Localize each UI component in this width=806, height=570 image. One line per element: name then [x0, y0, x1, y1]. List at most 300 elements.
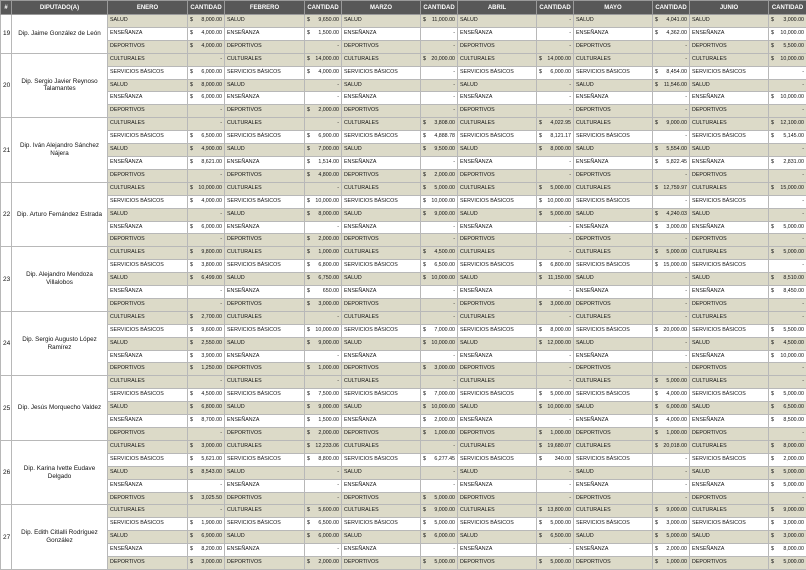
category-cell: SERVICIOS BÁSICOS	[574, 66, 653, 79]
amount-value: -	[220, 288, 222, 294]
table-row	[1, 453, 806, 466]
category-cell: SERVICIOS BÁSICOS	[108, 260, 188, 273]
amount-value: 9,000.00	[666, 507, 687, 513]
table-row	[1, 182, 806, 195]
currency-symbol: $	[423, 415, 426, 427]
category-cell: CULTURALES	[108, 311, 188, 324]
currency-symbol: $	[423, 389, 426, 401]
currency-symbol: $	[771, 415, 774, 427]
table-row	[1, 415, 806, 428]
category-cell: SERVICIOS BÁSICOS	[342, 260, 421, 273]
amount-cell	[188, 118, 225, 131]
category-cell: CULTURALES	[458, 53, 537, 66]
amount-value: 4,000.00	[201, 43, 222, 49]
category-cell: SERVICIOS BÁSICOS	[342, 324, 421, 337]
category-cell: SERVICIOS BÁSICOS	[108, 518, 188, 531]
amount-cell	[537, 286, 574, 299]
category-cell: CULTURALES	[108, 376, 188, 389]
amount-cell	[653, 66, 690, 79]
amount-cell	[537, 440, 574, 453]
amount-value: 12,759.97	[663, 185, 687, 191]
category-cell: CULTURALES	[574, 311, 653, 324]
category-cell: SALUD	[225, 208, 305, 221]
category-cell: ENSEÑANZA	[225, 27, 305, 40]
currency-symbol: $	[539, 518, 542, 530]
amount-cell	[769, 466, 806, 479]
category-cell: SERVICIOS BÁSICOS	[690, 389, 769, 402]
amount-cell	[188, 466, 225, 479]
amount-cell	[421, 298, 458, 311]
amount-cell	[188, 195, 225, 208]
category-cell: SALUD	[108, 144, 188, 157]
category-cell: ENSEÑANZA	[342, 92, 421, 105]
amount-cell	[421, 208, 458, 221]
category-cell: DEPORTIVOS	[458, 298, 537, 311]
amount-cell	[653, 234, 690, 247]
amount-cell	[537, 518, 574, 531]
category-cell: ENSEÑANZA	[690, 221, 769, 234]
amount-value: 6,000.00	[201, 94, 222, 100]
amount-value: 4,240.03	[666, 211, 687, 217]
category-cell: DEPORTIVOS	[342, 428, 421, 441]
category-cell: ENSEÑANZA	[690, 156, 769, 169]
amount-cell	[653, 286, 690, 299]
category-cell: ENSEÑANZA	[108, 92, 188, 105]
category-cell: SERVICIOS BÁSICOS	[342, 389, 421, 402]
amount-value: -	[453, 353, 455, 359]
category-cell: ENSEÑANZA	[574, 479, 653, 492]
category-cell: SALUD	[574, 15, 653, 28]
amount-value: 1,500.00	[318, 417, 339, 423]
currency-symbol: $	[539, 505, 542, 517]
amount-cell	[305, 27, 342, 40]
category-cell: CULTURALES	[690, 118, 769, 131]
category-cell: DEPORTIVOS	[108, 557, 188, 570]
amount-cell	[769, 118, 806, 131]
amount-value: 4,900.00	[201, 146, 222, 152]
category-cell: DEPORTIVOS	[108, 105, 188, 118]
amount-value: 8,200.00	[201, 546, 222, 552]
amount-value: 6,500.00	[550, 533, 571, 539]
currency-symbol: $	[771, 454, 774, 466]
category-cell: SALUD	[458, 208, 537, 221]
amount-value: 10,000.00	[431, 275, 455, 281]
amount-cell	[305, 40, 342, 53]
category-cell: ENSEÑANZA	[458, 27, 537, 40]
category-cell: SERVICIOS BÁSICOS	[108, 453, 188, 466]
amount-value: 6,500.00	[201, 133, 222, 139]
amount-value: -	[685, 43, 687, 49]
category-cell: CULTURALES	[108, 247, 188, 260]
category-cell: SALUD	[225, 337, 305, 350]
amount-cell	[769, 15, 806, 28]
amount-value: 7,000.00	[318, 146, 339, 152]
category-cell: CULTURALES	[574, 440, 653, 453]
table-row	[1, 118, 806, 131]
category-cell: SALUD	[458, 466, 537, 479]
amount-cell	[188, 27, 225, 40]
category-cell: SALUD	[690, 79, 769, 92]
amount-cell	[769, 324, 806, 337]
currency-symbol: $	[423, 196, 426, 208]
amount-cell	[537, 27, 574, 40]
table-row	[1, 105, 806, 118]
amount-value: -	[569, 159, 571, 165]
currency-symbol: $	[771, 441, 774, 453]
amount-cell	[537, 195, 574, 208]
currency-symbol: $	[307, 170, 310, 182]
amount-cell	[769, 286, 806, 299]
amount-cell	[769, 144, 806, 157]
category-cell: SERVICIOS BÁSICOS	[574, 131, 653, 144]
category-cell: DEPORTIVOS	[225, 428, 305, 441]
amount-cell	[537, 415, 574, 428]
currency-symbol: $	[307, 209, 310, 221]
amount-value: 2,000.00	[318, 430, 339, 436]
currency-symbol: $	[307, 363, 310, 375]
amount-value: -	[802, 146, 804, 152]
category-cell: ENSEÑANZA	[342, 286, 421, 299]
category-cell: DEPORTIVOS	[108, 169, 188, 182]
category-cell: DEPORTIVOS	[225, 105, 305, 118]
table-row	[1, 518, 806, 531]
category-cell: DEPORTIVOS	[458, 557, 537, 570]
amount-cell	[305, 479, 342, 492]
amount-cell	[305, 208, 342, 221]
amount-value: -	[685, 340, 687, 346]
amount-value: -	[569, 17, 571, 23]
currency-symbol: $	[190, 531, 193, 543]
amount-value: 9,000.00	[434, 507, 455, 513]
amount-value: 5,000.00	[550, 185, 571, 191]
amount-value: -	[685, 288, 687, 294]
amount-cell	[653, 492, 690, 505]
currency-symbol: $	[190, 92, 193, 104]
amount-cell	[421, 118, 458, 131]
amount-cell	[769, 479, 806, 492]
currency-symbol: $	[423, 454, 426, 466]
category-cell: CULTURALES	[690, 505, 769, 518]
amount-cell	[188, 324, 225, 337]
currency-symbol: $	[655, 557, 658, 569]
amount-value: -	[220, 120, 222, 126]
amount-value: 1,514.00	[318, 159, 339, 165]
category-cell: DEPORTIVOS	[574, 428, 653, 441]
amount-cell	[769, 169, 806, 182]
amount-value: -	[453, 107, 455, 113]
amount-cell	[305, 92, 342, 105]
amount-value: 7,000.00	[434, 391, 455, 397]
amount-value: 10,000.00	[780, 56, 804, 62]
currency-symbol: $	[307, 505, 310, 517]
header-febrero: FEBRERO	[225, 1, 305, 15]
amount-cell	[421, 247, 458, 260]
table-row	[1, 428, 806, 441]
amount-cell	[653, 40, 690, 53]
currency-symbol: $	[190, 467, 193, 479]
currency-symbol: $	[655, 518, 658, 530]
amount-cell	[421, 531, 458, 544]
currency-symbol: $	[539, 209, 542, 221]
amount-value: 3,000.00	[318, 301, 339, 307]
amount-cell	[305, 505, 342, 518]
amount-cell	[537, 144, 574, 157]
amount-cell	[537, 208, 574, 221]
amount-value: -	[453, 288, 455, 294]
amount-cell	[188, 247, 225, 260]
category-cell: CULTURALES	[108, 505, 188, 518]
amount-cell	[305, 169, 342, 182]
currency-symbol: $	[307, 15, 310, 27]
currency-symbol: $	[307, 234, 310, 246]
table-row	[1, 531, 806, 544]
amount-value: 10,000.00	[780, 94, 804, 100]
diputado-number: 22	[1, 182, 12, 247]
amount-value: 9,600.00	[201, 327, 222, 333]
category-cell: CULTURALES	[458, 311, 537, 324]
currency-symbol: $	[190, 312, 193, 324]
amount-value: 5,000.00	[783, 224, 804, 230]
amount-cell	[653, 79, 690, 92]
amount-cell	[188, 156, 225, 169]
amount-value: -	[220, 107, 222, 113]
diputado-number: 25	[1, 376, 12, 441]
currency-symbol: $	[307, 338, 310, 350]
currency-symbol: $	[655, 260, 658, 272]
table-row	[1, 40, 806, 53]
currency-symbol: $	[771, 467, 774, 479]
table-row	[1, 440, 806, 453]
amount-cell	[653, 221, 690, 234]
category-cell: SERVICIOS BÁSICOS	[225, 195, 305, 208]
category-cell: DEPORTIVOS	[225, 234, 305, 247]
category-cell: DEPORTIVOS	[690, 363, 769, 376]
amount-value: 2,000.00	[434, 172, 455, 178]
category-cell: CULTURALES	[690, 440, 769, 453]
category-cell: SALUD	[458, 402, 537, 415]
amount-cell	[305, 402, 342, 415]
category-cell: SALUD	[458, 15, 537, 28]
amount-value: -	[220, 211, 222, 217]
currency-symbol: $	[307, 247, 310, 259]
amount-value: -	[220, 56, 222, 62]
category-cell: ENSEÑANZA	[108, 156, 188, 169]
table-row	[1, 79, 806, 92]
amount-cell	[305, 66, 342, 79]
amount-value: 8,621.00	[201, 159, 222, 165]
amount-value: 2,000.00	[783, 456, 804, 462]
table-row	[1, 234, 806, 247]
category-cell: SERVICIOS BÁSICOS	[108, 324, 188, 337]
amount-value: 8,000.00	[318, 211, 339, 217]
category-cell: DEPORTIVOS	[225, 557, 305, 570]
category-cell: DEPORTIVOS	[225, 492, 305, 505]
table-row	[1, 544, 806, 557]
category-cell: SERVICIOS BÁSICOS	[458, 195, 537, 208]
amount-cell	[305, 324, 342, 337]
category-cell: SALUD	[342, 15, 421, 28]
amount-cell	[653, 505, 690, 518]
amount-value: 3,000.00	[550, 301, 571, 307]
currency-symbol: $	[307, 415, 310, 427]
category-cell: SERVICIOS BÁSICOS	[458, 66, 537, 79]
amount-value: 10,000.00	[198, 185, 222, 191]
amount-value: 5,000.00	[666, 533, 687, 539]
category-cell: SERVICIOS BÁSICOS	[108, 131, 188, 144]
category-cell: SERVICIOS BÁSICOS	[690, 66, 769, 79]
amount-value: 6,000.00	[434, 533, 455, 539]
amount-cell	[188, 544, 225, 557]
table-row	[1, 53, 806, 66]
amount-cell	[769, 53, 806, 66]
category-cell: DEPORTIVOS	[458, 492, 537, 505]
category-cell: CULTURALES	[342, 53, 421, 66]
category-cell: CULTURALES	[225, 505, 305, 518]
amount-value: 8,700.00	[201, 417, 222, 423]
category-cell: ENSEÑANZA	[458, 544, 537, 557]
currency-symbol: $	[190, 157, 193, 169]
amount-value: 8,500.00	[783, 417, 804, 423]
category-cell: DEPORTIVOS	[342, 492, 421, 505]
amount-cell	[537, 389, 574, 402]
category-cell: ENSEÑANZA	[690, 92, 769, 105]
currency-symbol: $	[423, 505, 426, 517]
header-enero: ENERO	[108, 1, 188, 15]
category-cell: CULTURALES	[225, 440, 305, 453]
diputado-number: 26	[1, 440, 12, 505]
amount-cell	[653, 15, 690, 28]
amount-value: 10,000.00	[431, 198, 455, 204]
category-cell: DEPORTIVOS	[574, 105, 653, 118]
currency-symbol: $	[190, 131, 193, 143]
amount-value: 3,800.00	[201, 262, 222, 268]
currency-symbol: $	[771, 480, 774, 492]
amount-value: -	[569, 378, 571, 384]
category-cell: DEPORTIVOS	[108, 40, 188, 53]
category-cell: SERVICIOS BÁSICOS	[225, 260, 305, 273]
amount-cell	[421, 15, 458, 28]
amount-value: 12,233.06	[315, 443, 339, 449]
category-cell: SERVICIOS BÁSICOS	[458, 518, 537, 531]
amount-value: -	[569, 469, 571, 475]
category-cell: SALUD	[458, 531, 537, 544]
amount-cell	[653, 440, 690, 453]
currency-symbol: $	[423, 402, 426, 414]
amount-cell	[653, 350, 690, 363]
table-row	[1, 221, 806, 234]
amount-value: 8,121.17	[550, 133, 571, 139]
category-cell: ENSEÑANZA	[574, 156, 653, 169]
category-cell: SERVICIOS BÁSICOS	[574, 195, 653, 208]
currency-symbol: $	[190, 196, 193, 208]
category-cell: SALUD	[574, 531, 653, 544]
category-cell: SERVICIOS BÁSICOS	[574, 324, 653, 337]
amount-value: 4,000.00	[201, 198, 222, 204]
amount-cell	[653, 428, 690, 441]
currency-symbol: $	[307, 105, 310, 117]
amount-value: 8,543.00	[201, 469, 222, 475]
amount-value: -	[685, 94, 687, 100]
amount-cell	[188, 53, 225, 66]
diputado-name: Dip. Sergio Augusto López Ramírez	[12, 311, 108, 376]
category-cell: SALUD	[108, 402, 188, 415]
table-row	[1, 27, 806, 40]
category-cell: ENSEÑANZA	[342, 415, 421, 428]
amount-cell	[653, 479, 690, 492]
category-cell: ENSEÑANZA	[458, 350, 537, 363]
category-cell: SERVICIOS BÁSICOS	[342, 66, 421, 79]
category-cell: CULTURALES	[690, 53, 769, 66]
currency-symbol: $	[190, 557, 193, 569]
amount-value: 14,000.00	[315, 56, 339, 62]
amount-value: 4,800.00	[318, 172, 339, 178]
amount-cell	[305, 15, 342, 28]
currency-symbol: $	[655, 402, 658, 414]
header-cantidad-enero: CANTIDAD	[188, 1, 225, 15]
currency-symbol: $	[423, 260, 426, 272]
currency-symbol: $	[307, 28, 310, 40]
category-cell: DEPORTIVOS	[108, 428, 188, 441]
category-cell: ENSEÑANZA	[574, 27, 653, 40]
amount-cell	[421, 144, 458, 157]
currency-symbol: $	[190, 402, 193, 414]
category-cell: ENSEÑANZA	[225, 479, 305, 492]
amount-cell	[653, 531, 690, 544]
category-cell: DEPORTIVOS	[225, 169, 305, 182]
amount-cell	[188, 144, 225, 157]
category-cell: SALUD	[225, 273, 305, 286]
amount-value: 6,500.00	[783, 404, 804, 410]
category-cell: DEPORTIVOS	[342, 298, 421, 311]
amount-cell	[769, 221, 806, 234]
amount-value: 6,750.00	[318, 275, 339, 281]
currency-symbol: $	[771, 28, 774, 40]
category-cell: SALUD	[225, 402, 305, 415]
amount-value: -	[569, 353, 571, 359]
amount-value: 4,000.00	[666, 391, 687, 397]
currency-symbol: $	[771, 402, 774, 414]
amount-cell	[305, 428, 342, 441]
currency-symbol: $	[190, 415, 193, 427]
amount-cell	[421, 234, 458, 247]
category-cell: DEPORTIVOS	[690, 105, 769, 118]
amount-value: -	[453, 69, 455, 75]
amount-cell	[421, 195, 458, 208]
amount-value: -	[220, 301, 222, 307]
category-cell: ENSEÑANZA	[342, 221, 421, 234]
currency-symbol: $	[423, 557, 426, 569]
amount-value: -	[685, 301, 687, 307]
amount-cell	[537, 221, 574, 234]
currency-symbol: $	[190, 144, 193, 156]
currency-symbol: $	[423, 118, 426, 130]
amount-cell	[653, 260, 690, 273]
amount-cell	[188, 273, 225, 286]
currency-symbol: $	[771, 531, 774, 543]
amount-cell	[421, 40, 458, 53]
currency-symbol: $	[655, 118, 658, 130]
amount-cell	[537, 298, 574, 311]
currency-symbol: $	[423, 15, 426, 27]
header-row	[1, 1, 806, 15]
amount-cell	[769, 544, 806, 557]
category-cell: SERVICIOS BÁSICOS	[225, 324, 305, 337]
amount-cell	[188, 131, 225, 144]
header-abril: ABRIL	[458, 1, 537, 15]
currency-symbol: $	[539, 441, 542, 453]
amount-cell	[769, 40, 806, 53]
currency-symbol: $	[539, 196, 542, 208]
